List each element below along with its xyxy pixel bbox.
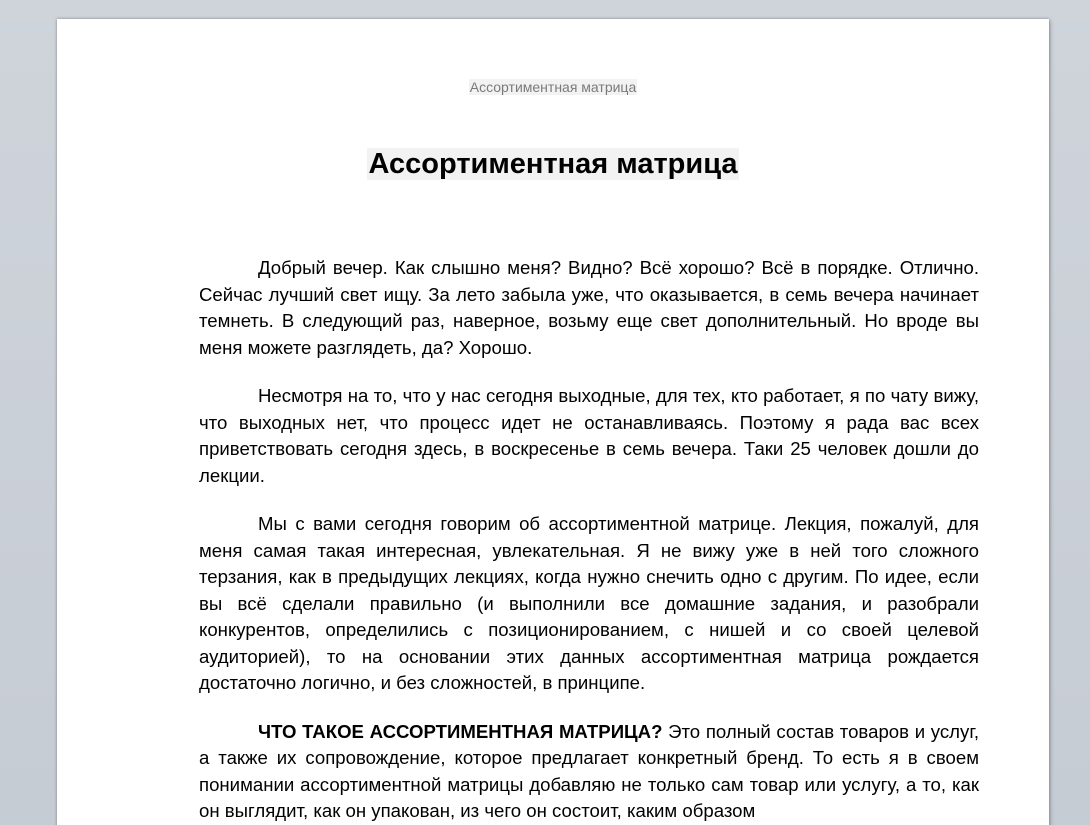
paragraph-1: Добрый вечер. Как слышно меня? Видно? Всё хорошо? Всё в порядке. Отлично. Сейчас лучший свет ищу. За лето забыла уже, что оказывается, в семь вечера начинает темнеть. В следующий раз, наверное, возьму еще свет дополнительный. Но вроде вы меня можете разглядеть, да? Хорошо.: [199, 257, 979, 358]
paragraph-4-bold-lead: ЧТО ТАКОЕ АССОРТИМЕНТНАЯ МАТРИЦА?: [258, 720, 663, 742]
document-body: [199, 255, 979, 825]
paragraph-4-text: Это полный состав товаров и услуг, а также их сопровождение, которое предлагает конкретный бренд. То есть я в своем понимании ассортиментной матрицы добавляю не только сам товар или услугу, а то, как он выглядит, как он упакован, из чего он состоит, каким образом: [199, 720, 979, 821]
page-header: [57, 79, 1049, 95]
document-page[interactable]: [57, 19, 1049, 825]
document-title-text: Ассортиментная матрица: [368, 148, 738, 180]
paragraph-2: Несмотря на то, что у нас сегодня выходные, для тех, кто работает, я по чату вижу, что выходных нет, что процесс идет не останавливаясь. Поэтому я рада вас всех приветствовать сегодня здесь, в воскресенье в семь вечера. Таки 25 человек дошли до лекции.: [199, 385, 979, 486]
paragraph-3: Мы с вами сегодня говорим об ассортиментной матрице. Лекция, пожалуй, для меня самая такая интересная, увлекательная. Я не вижу уже в ней того сложного терзания, как в предыдущих лекциях, когда нужно снечить одно с другим. По идее, если вы всё сделали правильно (и выполнили все домашние задания, и разобрали конкурентов, определились с позиционированием, с нишей и со своей целевой аудиторией), то на основании этих данных ассортиментная матрица рождается достаточно логично, и без сложностей, в принципе.: [199, 513, 979, 693]
page-header-text: Ассортиментная матрица: [469, 79, 637, 95]
paragraph-4: [199, 719, 979, 825]
document-title: [57, 145, 1049, 183]
